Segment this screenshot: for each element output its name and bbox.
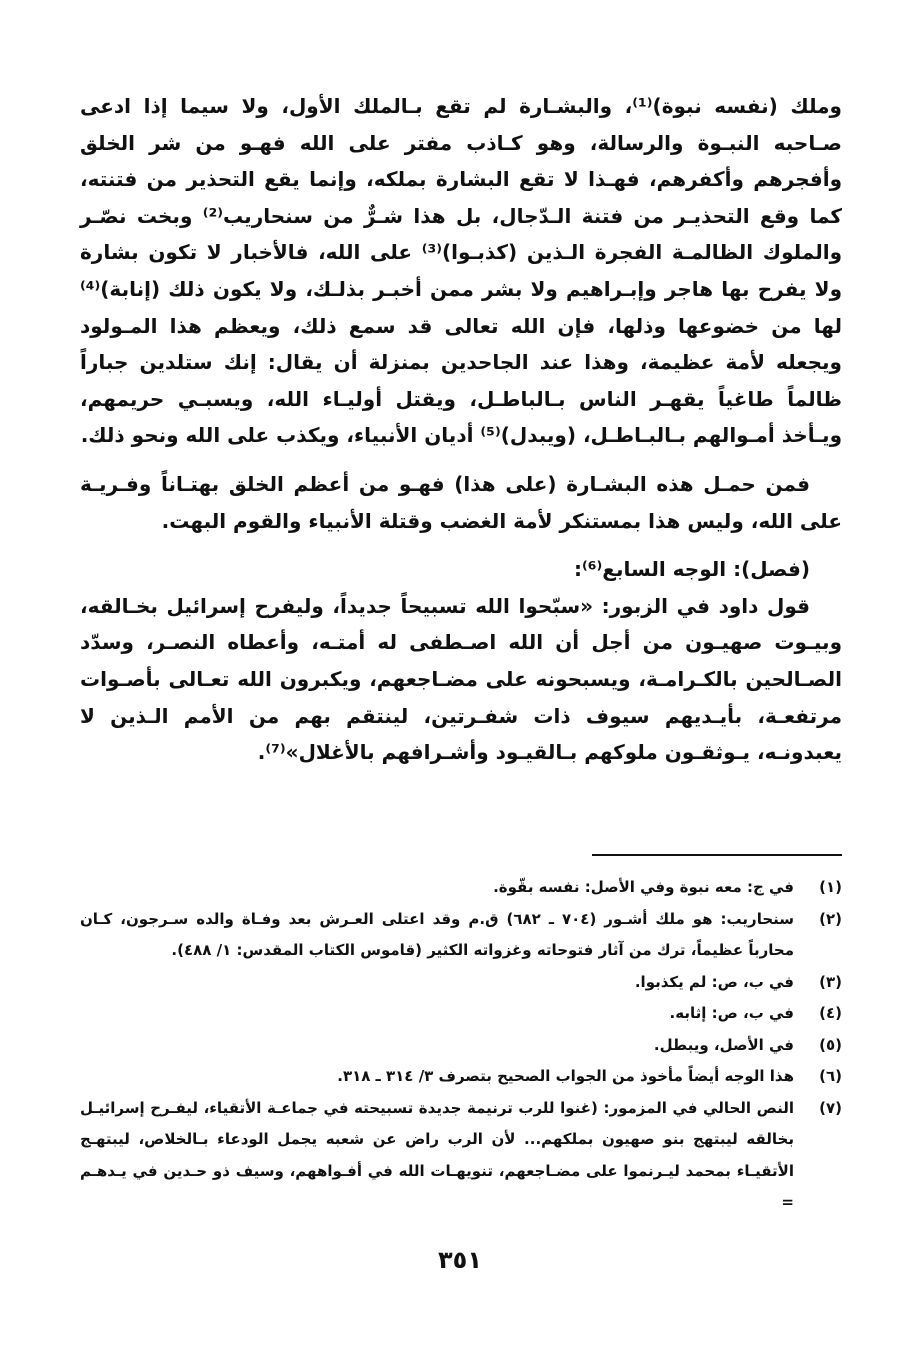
footnote-7 xyxy=(80,1093,842,1219)
footnote-number: (٧) xyxy=(819,1098,842,1117)
footnote-number: (٤) xyxy=(819,1004,842,1022)
section-heading: (فصل): الوجه السابع⁽⁶⁾: xyxy=(574,557,810,582)
quote-paragraph: قول داود في الزبور: «سبّحوا الله تسبيحاً جديداً، وليفرح إسرائيل بخـالقه، وبيـوت صهيـون من أجل أن الله اصـطفى له أمتـه، وأعطاه النصـر، وسدّد الصـالحين بالكـرامـة، ويسبحونه على مضـاجعهم، ويكبرون الله تعـالى بأصـوات مرتفعـة، بأيـديهم سيوف ذات شفـرتين، لينتقم بهم من الأمم الـذين لا يعبدونـه، يـوثقـون ملوكهم بـالقيـود وأشـرافهم بالأغلال»⁽⁷⁾. xyxy=(80,593,842,765)
footnote-4 xyxy=(80,998,842,1030)
footnote-number: (٣) xyxy=(819,972,842,991)
footnote-text: في الأصل، ويبطل. xyxy=(653,1035,794,1054)
footnote-3 xyxy=(80,967,842,999)
footnote-1 xyxy=(80,872,842,904)
footnote-text: سنحاريب: هو ملك أشـور (٧٠٤ ـ ٦٨٢) ق.م وقد اعتلى العـرش بعد وفـاة والده سـرجون، كـان محارباً عظيماً، ترك من آثار فتوحاته وغزواته الكثير (قاموس الكتاب المقدس: ١/ ٤٨٨). xyxy=(80,909,795,959)
footnote-number: (٢) xyxy=(819,909,842,928)
footnote-divider xyxy=(592,854,842,856)
footnote-number: (١) xyxy=(819,878,842,896)
footnote-2 xyxy=(80,904,842,967)
footnote-text: النص الحالي في المزمور: (غنوا للرب ترنيمة جديدة تسبيحته في جماعـة الأتقياء، ليفـرح إسرائيـل بخالقه ليبتهج بنو صهيون بملكهم... لأن الرب راض عن شعبه يجمل الودعاء بـالخلاص، ليبتهـج الأتقيـاء بمحمد ليـرنموا على مضـاجعهم، تنويهـات الله في أفـواههم، وسيف ذو حـدين في يـدهـم = xyxy=(80,1098,794,1211)
footnote-5 xyxy=(80,1030,842,1062)
footnote-number: (٥) xyxy=(819,1035,842,1054)
footnote-text: في ج: معه نبوة وفي الأصل: نفسه بقّوة. xyxy=(493,878,794,896)
footnotes xyxy=(80,872,842,1219)
footnote-text: في ب، ص: لم يكذبوا. xyxy=(634,972,794,991)
footnote-text: هذا الوجه أيضاً مأخوذ من الجواب الصحيح بتصرف ٣/ ٣١٤ ـ ٣١٨. xyxy=(337,1067,794,1085)
page-number: ٣٥١ xyxy=(438,1246,482,1274)
paragraph-1: وملك (نفسه نبوة)⁽¹⁾، والبشـارة لم تقع بـالملك الأول، ولا سيما إذا ادعى صـاحبه النبـوة والرسالة، وهو كـاذب مفتر على الله فهـو من شر الخلق وأفجرهم وأكفرهم، فهـذا لا تقع البشارة بملكه، وإنما يقع التحذير من فتنته، كما وقع التحذيـر من فتنة الـدّجال، بل هذا شـرٌّ من سنحاريب⁽²⁾ وبخت نصّـر والملوك الظالمـة الفجرة الـذين (كذبـوا)⁽³⁾ على الله، فالأخبار لا تكون بشارة ولا يفرح بها هاجر وإبـراهيم ولا بشر ممن أخبـر بذلـك، ولا يكون ذلك (إنابة)⁽⁴⁾ لها من خضوعها وذلها، فإن الله تعالى قد سمع ذلك، ويعظم هذا المـولود ويجعله لأمة عظيمة، وهذا عند الجاحدين بمنزلة أن يقال: إنك ستلدين جباراً ظالماً طاغياً يقهـر الناس بـالباطـل، ويقتل أوليـاء الله، ويسبـي حريمهم، ويـأخذ أمـوالهم بـالبـاطـل، (ويبدل)⁽⁵⁾ أديان الأنبياء، ويكذب على الله ونحو ذلك. xyxy=(80,94,842,448)
main-text xyxy=(80,88,842,783)
paragraph-2: فمن حمـل هذه البشـارة (على هذا) فهـو من أعظم الخلق بهتـاناً وفـريـة على الله، وليس هذا بمستنكر لأمة الغضب وقتلة الأنبياء والقوم البهت. xyxy=(80,471,842,533)
footnote-6 xyxy=(80,1061,842,1093)
footnote-text: في ب، ص: إثابه. xyxy=(669,1004,794,1022)
footnote-number: (٦) xyxy=(819,1067,842,1085)
